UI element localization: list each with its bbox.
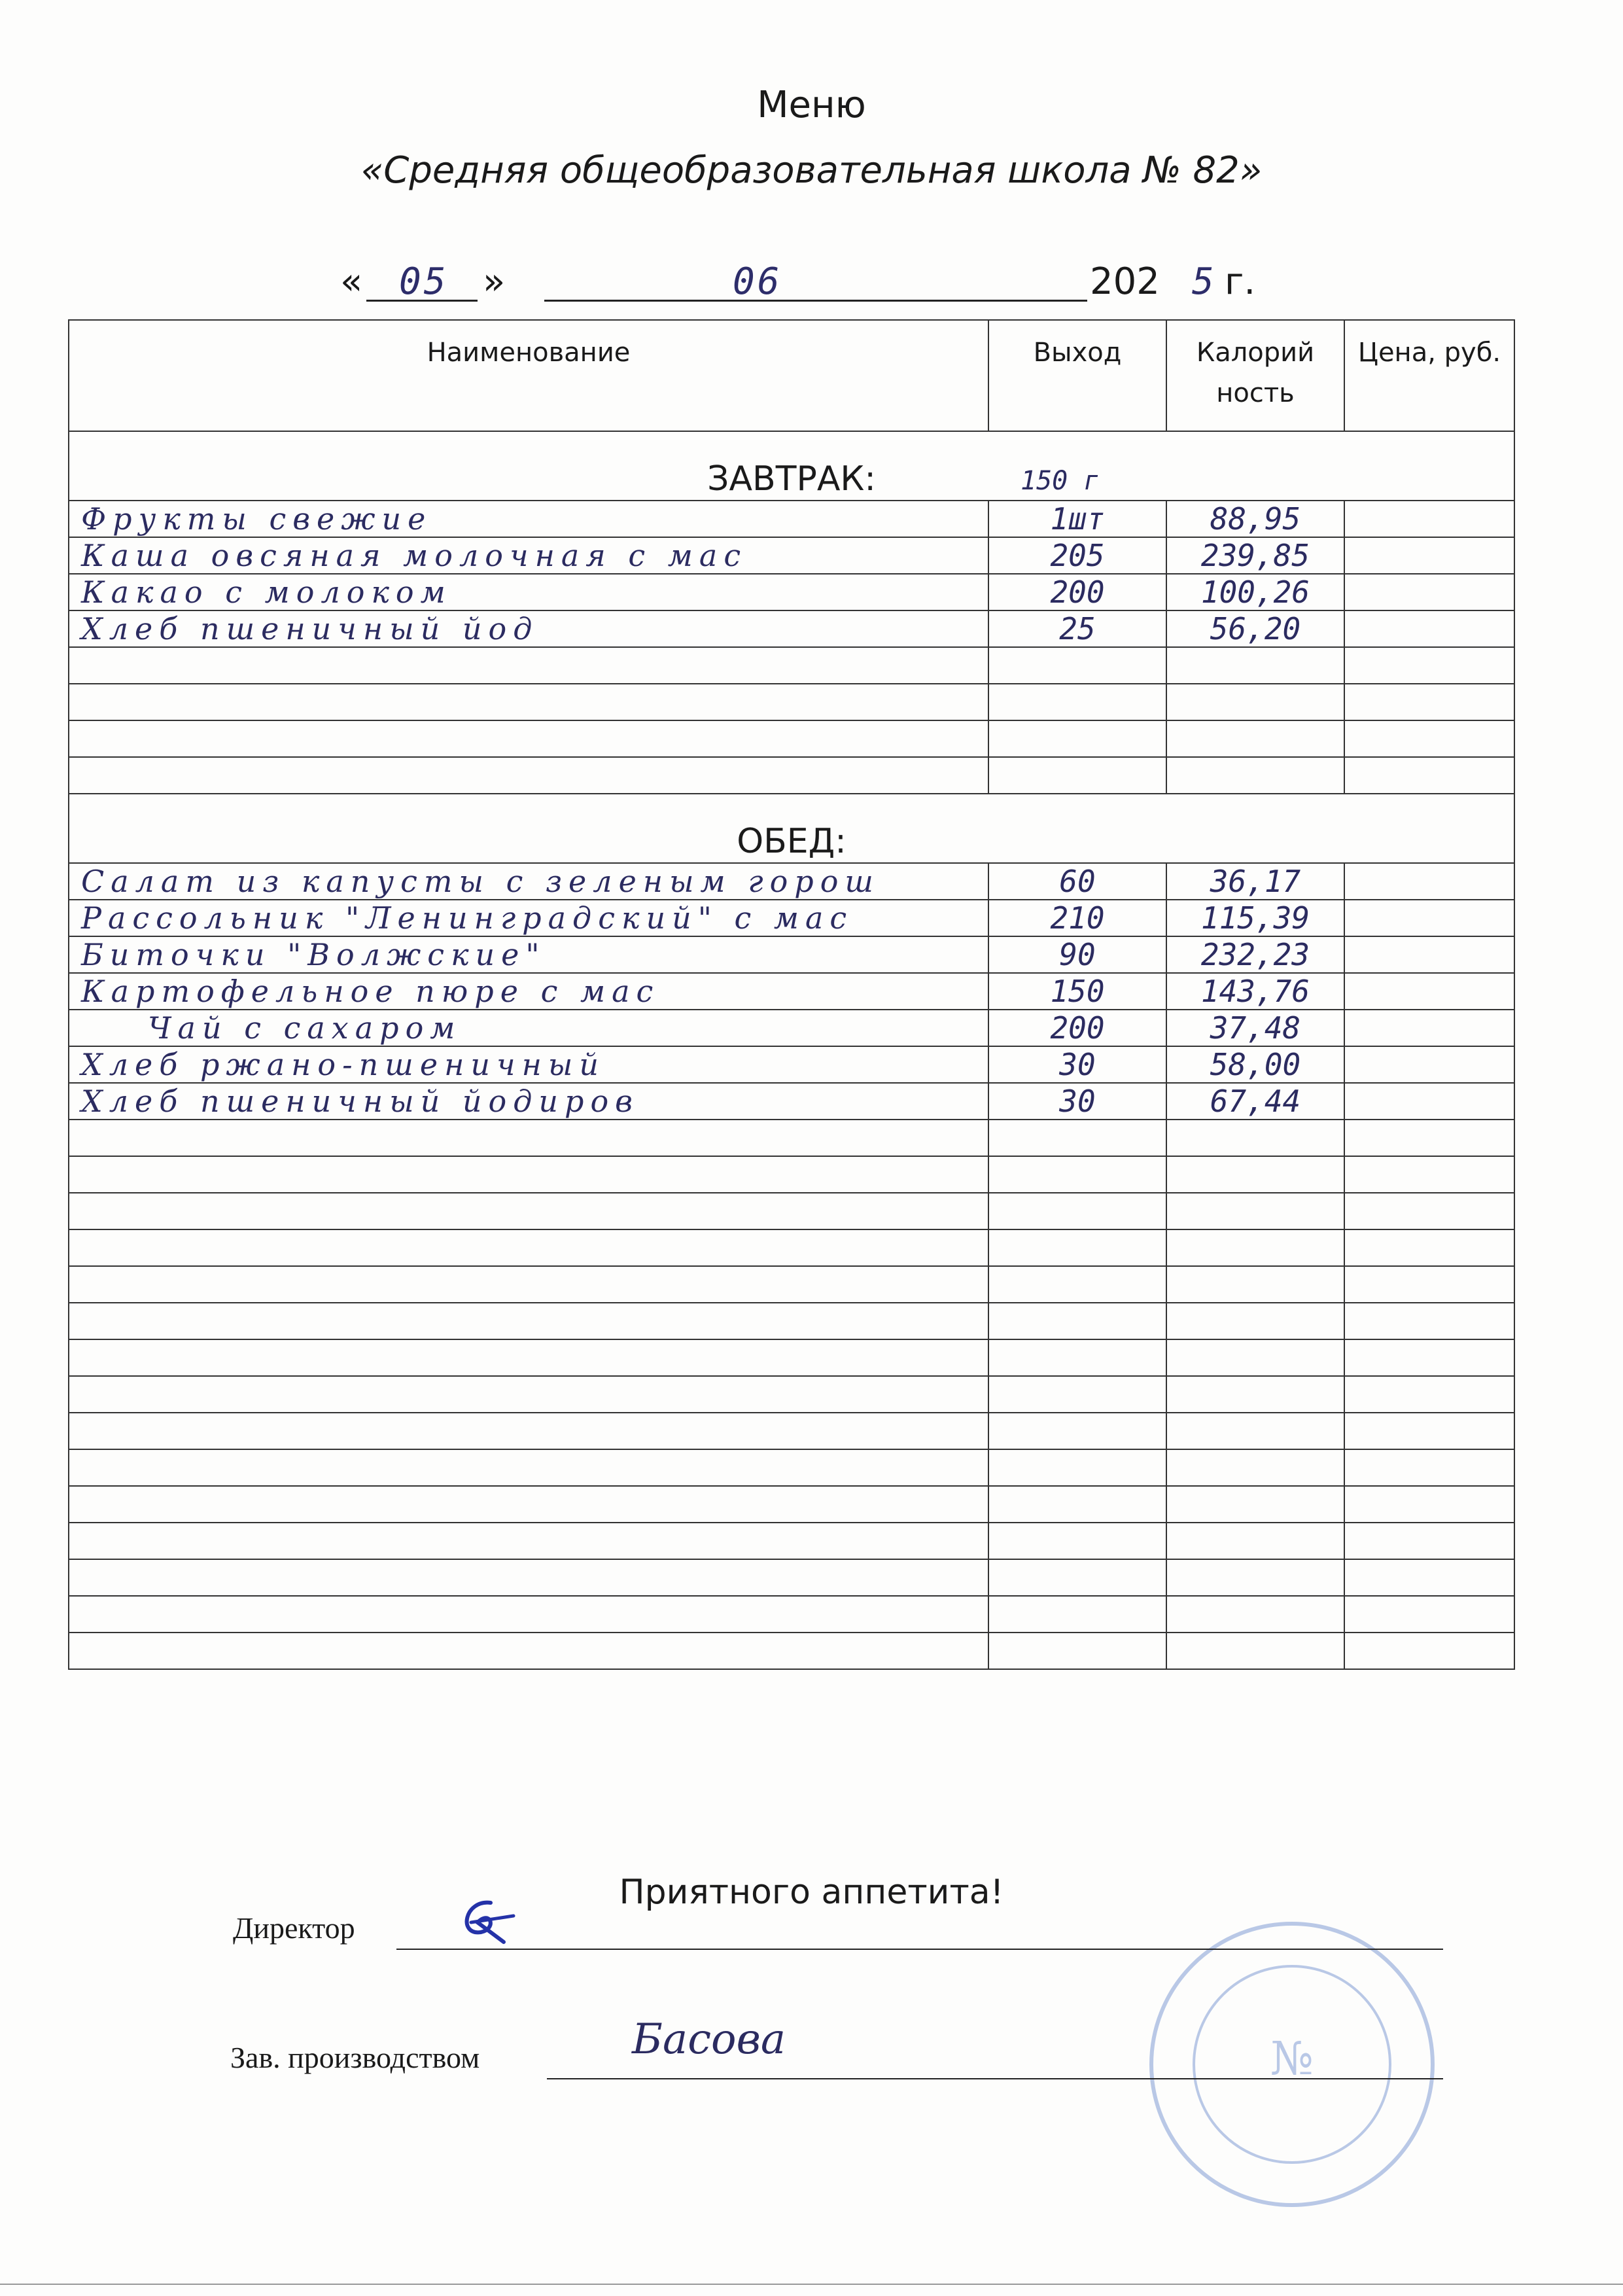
table-row-empty: [69, 1633, 1514, 1669]
table-row-empty: [69, 1120, 1514, 1156]
dish-price: [1344, 973, 1514, 1010]
column-header-name: Наименование: [69, 320, 988, 431]
lunch-section-title: ОБЕД:: [69, 794, 1514, 863]
dish-yield: 30: [988, 1083, 1166, 1120]
dish-name: Картофельное пюре с мас: [69, 973, 988, 1010]
table-row: [69, 900, 1514, 936]
table-row: [69, 863, 1514, 900]
date-year-mark: г.: [1225, 260, 1256, 303]
day-underline: [366, 300, 478, 302]
date-month: 06: [733, 260, 782, 303]
director-signature-line: [396, 1949, 1443, 1950]
table-row-empty: [69, 1266, 1514, 1303]
table-row-empty: [69, 1596, 1514, 1633]
dish-price: [1344, 537, 1514, 574]
table-row: [69, 973, 1514, 1010]
dish-calories: 239,85: [1166, 537, 1344, 574]
dish-yield: 90: [988, 936, 1166, 973]
dish-price: [1344, 900, 1514, 936]
date-year-prefix: 202: [1090, 260, 1160, 303]
dish-yield: 1шт: [988, 501, 1166, 537]
table-row-empty: [69, 1413, 1514, 1449]
dish-calories: 143,76: [1166, 973, 1344, 1010]
dish-calories: 100,26: [1166, 574, 1344, 610]
column-header-yield: Выход: [988, 320, 1166, 431]
table-row: [69, 1046, 1514, 1083]
menu-table: [68, 319, 1515, 1670]
table-row-empty: [69, 757, 1514, 794]
dish-yield: 210: [988, 900, 1166, 936]
manager-signature: Басова: [632, 2015, 786, 2064]
dish-name: Салат из капусты с зеленым горош: [69, 863, 988, 900]
table-row: [69, 1010, 1514, 1046]
table-row-empty: [69, 1193, 1514, 1229]
dish-name: Хлеб пшеничный йод: [69, 610, 988, 647]
date-line: [340, 260, 1295, 313]
dish-name: Хлеб ржано-пшеничный: [69, 1046, 988, 1083]
dish-price: [1344, 863, 1514, 900]
school-name: «Средняя общеобразовательная школа № 82»: [360, 149, 1263, 192]
dish-price: [1344, 1083, 1514, 1120]
dish-name: Фрукты свежие: [69, 501, 988, 537]
dish-price: [1344, 1010, 1514, 1046]
dish-price: [1344, 1046, 1514, 1083]
dish-calories: 36,17: [1166, 863, 1344, 900]
month-underline: [544, 300, 1087, 302]
table-row: [69, 501, 1514, 537]
table-row-empty: [69, 1229, 1514, 1266]
table-row-empty: [69, 1339, 1514, 1376]
breakfast-weight-note: 150 г: [1021, 466, 1100, 496]
dish-yield: 25: [988, 610, 1166, 647]
director-signature: [451, 1896, 517, 1958]
table-row: [69, 537, 1514, 574]
table-row-empty: [69, 647, 1514, 684]
table-row: [69, 936, 1514, 973]
date-day: 05: [399, 260, 449, 303]
dish-name: Биточки "Волжские": [69, 936, 988, 973]
dish-price: [1344, 936, 1514, 973]
school-stamp: [1138, 1911, 1446, 2218]
dish-name: Хлеб пшеничный йодиров: [69, 1083, 988, 1120]
dish-calories: 232,23: [1166, 936, 1344, 973]
dish-yield: 200: [988, 574, 1166, 610]
closing-wish: Приятного аппетита!: [619, 1873, 1004, 1912]
table-row: [69, 574, 1514, 610]
table-row-empty: [69, 1303, 1514, 1339]
manager-label: Зав. производством: [230, 2041, 480, 2074]
date-close-quote: »: [483, 260, 506, 303]
dish-calories: 115,39: [1166, 900, 1344, 936]
dish-price: [1344, 501, 1514, 537]
manager-signature-line: [547, 2078, 1443, 2079]
page-bottom-rule: [0, 2284, 1623, 2285]
page-title: Меню: [757, 84, 866, 126]
table-row-empty: [69, 1486, 1514, 1523]
table-row-empty: [69, 1559, 1514, 1596]
table-row: [69, 610, 1514, 647]
dish-yield: 200: [988, 1010, 1166, 1046]
table-row-empty: [69, 684, 1514, 720]
dish-calories: 56,20: [1166, 610, 1344, 647]
dish-name: Какао с молоком: [69, 574, 988, 610]
dish-yield: 205: [988, 537, 1166, 574]
table-row: [69, 1083, 1514, 1120]
date-open-quote: «: [340, 260, 363, 303]
dish-price: [1344, 574, 1514, 610]
table-row-empty: [69, 720, 1514, 757]
table-header-row: [69, 320, 1514, 431]
dish-yield: 30: [988, 1046, 1166, 1083]
table-row-empty: [69, 1449, 1514, 1486]
column-header-price: Цена, руб.: [1344, 320, 1514, 431]
dish-yield: 60: [988, 863, 1166, 900]
dish-name: Чай с сахаром: [69, 1010, 988, 1046]
dish-yield: 150: [988, 973, 1166, 1010]
date-year-suffix: 5: [1192, 260, 1217, 303]
dish-name: Рассольник "Ленинградский" с мас: [69, 900, 988, 936]
dish-calories: 58,00: [1166, 1046, 1344, 1083]
column-header-calories: Калорий ность: [1166, 320, 1344, 431]
table-row-empty: [69, 1156, 1514, 1193]
dish-calories: 37,48: [1166, 1010, 1344, 1046]
dish-calories: 67,44: [1166, 1083, 1344, 1120]
dish-price: [1344, 610, 1514, 647]
director-label: Директор: [233, 1911, 355, 1945]
svg-text:№: №: [1270, 2032, 1314, 2085]
breakfast-section-title: ЗАВТРАК:: [69, 431, 1514, 501]
dish-calories: 88,95: [1166, 501, 1344, 537]
dish-name: Каша овсяная молочная с мас: [69, 537, 988, 574]
table-row-empty: [69, 1376, 1514, 1413]
table-row-empty: [69, 1523, 1514, 1559]
